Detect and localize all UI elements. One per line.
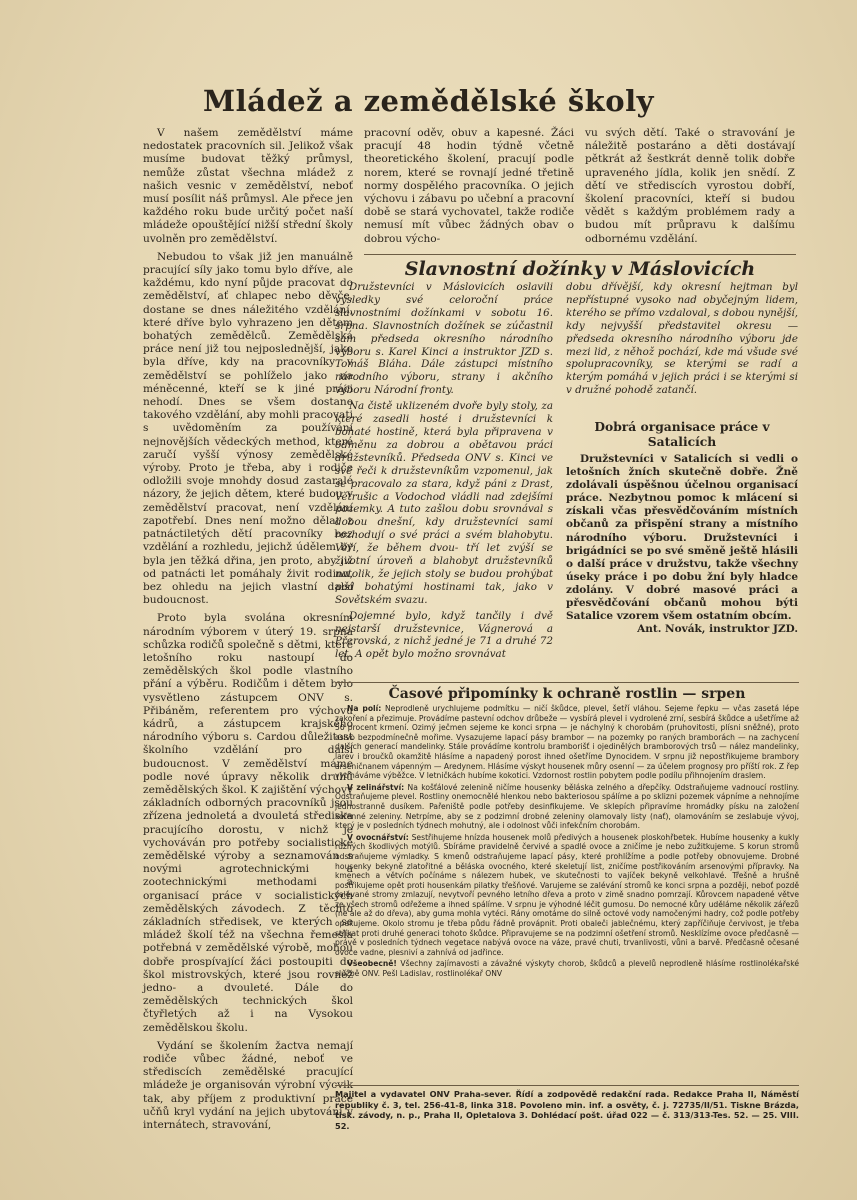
article-paragraph: Proto byla svolána okresním národním výborem v úterý 19. srpna schůzka rodičů společně s dětmi, které letošního roku nastoupí do zemědělských škol podle vlastního přání a výběru. Rodičům i dětem bylo vysvětleno zástupcem ONV s. Přibáněm, referentem pro výchovu kádrů, a zástupcem krajského národního výboru s. Cardou důležitost školního vzdělání pro další budoucnost. V zemědělství máme podle nové úpravy několik druhů zemědělských škol. K zajištění výchovy základních odborných pracovníků jsou zřízena jednoletá a dvouletá střediska pracujícího dorostu, v nichž je vychováván pro potřeby socialistické zemědělské výroby a seznamován s novými agrotechnickými a zootechnickými methodami a organisací práce v socialistických zemědělských závodech. Z těchto základních středisek, ve kterých se mládež školí též na všechna řemesla potřebná v zemědělské výrobě, mohou dobře prospívající žáci postoupiti do škol mistrovských, které jsou rovněž jedno- a dvouleté. Dále do zemědělských technických škol čtyřletých až i na Vysokou zemědělskou školu. [143, 612, 353, 1034]
organisace-signature: Ant. Novák, instruktor JZD. [637, 623, 798, 636]
organisace-title: Dobrá organisace práce v Satalicích [594, 419, 770, 449]
casove-lead: V zelinářství: [347, 782, 405, 792]
dozinky-paragraph: dobu dřívější, kdy okresní hejtman byl nepřístupné vysoko nad obyčejným lidem, kterého se přímo vzdaloval, s dobou nynější, kdy nejvyšší představitel okresu — předseda okresního národního výboru jde mezi lid, z něhož pochází, kde má všude své spolupracovníky, se kterými se radí a kterým pomáhá v jejich práci i se kterými si v družné pohodě zatančí. [566, 281, 798, 397]
casove-article [335, 704, 799, 981]
casove-lead: V ovocnářství: [347, 832, 409, 842]
article-paragraph: vu svých dětí. Také o stravování je náležitě postaráno a děti dostávají pětkrát až šestkrát denně tolik dobře upraveného jídla, kolik jen snědí. Z dětí ve střediscích vyrostou dobří, školení pracovníci, kteří si budou vědět s každým problémem rady a budou mít průpravu k dalšímu odbornému vzdělání. [585, 127, 795, 245]
article-paragraph: Nebudou to však již jen manuálně pracující síly jako tomu bylo dříve, ale každému, kdo nyní půjde pracovat do zemědělství, ať chlapec nebo děvče, dostane se dnes náležitého vzdělání, které dříve bylo vyhrazeno jen dětem bohatých zemědělců. Zemědělská práce není již tou nejposlednější, jako byla dříve, kdy na pracovníky v zemědělství se pohlíželo jako na méněcenné, kteří se k jiné práci nehodí. Dnes se všem dostane takového vzdělání, aby mohli pracovati s uvědoměním za používání nejnovějších vědeckých method, které zaručí vyšší výnosy zemědělské výroby. Proto je třeba, aby i rodiče odložili svoje mnohdy dosud zastaralé názory, že jejich dětem, které budou v zemědělství pracovat, není vzdělání zapotřebí. Dnes není možno dělat z patnáctiletých dětí pracovníky bez vzdělání a rozhledu, jejichž údělem by byla jen těžká dřina, jen proto, aby již od patnácti let pomáhaly živit rodinu, bez ohledu na jejich vlastní další budoucnost. [143, 250, 353, 607]
dozinky-column-right [566, 281, 798, 400]
article-column-2 [364, 127, 574, 251]
article-column-1 [143, 127, 353, 1137]
casove-lead: Všeobecně! [347, 959, 397, 969]
casove-text: Všechny zajímavosti a závažné výskyty chorob, škůdců a plevelů neprodleně hlásíme rostlinolékařské službě ONV. Pešl Ladislav, rostlinolékař ONV [335, 959, 799, 979]
dozinky-title: Slavnostní dožínky v Máslovicích [364, 254, 796, 280]
organisace-paragraph: Družstevníci v Satalicích si vedli o letošních žních skutečně dobře. Žně zdolávali úspěšnou účelnou organisací práce. Nezbytnou pomoc k mlácení si získali včas přesvědčováním místních občanů za přispění strany a místního národního výboru. Družstevníci i brigádníci se po své směně ještě hlásili o další práce v družstvu, takže všechny úseky práce i po dobu žní byly hladce zdolány. V dobré masové práci a přesvědčování občanů mohou býti Satalice vzorem všem ostatním obcím. [566, 453, 798, 623]
dozinky-column-left [335, 281, 553, 664]
casove-paragraph [335, 833, 799, 958]
dozinky-paragraph: Dojemné bylo, když tančily i dvě nejstarší družstevnice, Vágnerová a Přerovská, z nichž jedné je 71 a druhé 72 let. A opět bylo možno srovnávat [335, 609, 553, 661]
casove-paragraph [335, 783, 799, 831]
organisace-article [566, 453, 798, 636]
headline: Mládež a zemědělské školy [203, 84, 654, 118]
casove-text: Na košťálové zelenině ničíme housenky běláska zelného a dřepčíky. Odstraňujeme vadnoucí rostliny. Odstraňujeme plevel. Rostliny onemocnělé hlenkou nebo bakteriosou spálíme a po sklizni pozemek vápníme a nehnojíme jednostranně dusíkem. Pařeniště podle potřeby desinfikujeme. Ve sklepích připravíme hromádky písku na založení kořenné zeleniny. Netrpíme, aby se z podzimní drobné zeleniny olamovaly listy (nať), olamováním se zeslabuje vývoj, který je v posledních týdnech mohutný, ale i odolnost vůči infekčním chorobám. [335, 782, 799, 831]
dozinky-paragraph: Na čistě uklizeném dvoře byly stoly, za které zasedli hosté i družstevníci k bohaté hostině, která byla připravena v odměnu za dobrou a obětavou práci družstevníků. Předseda ONV s. Kinci ve své řeči k družstevníkům vzpomenul, jak se pracovalo za stara, když páni z Drast, Větrušic a Vodochod vládli nad zdejšími pozemky. A tuto zašlou dobu srovnával s dobou dnešní, kdy družstevníci sami rozhodují o své práci a svém blahobytu. Věří, že během dvou- tří let zvýší se životní úroveň a blahobyt družstevníků natolik, že jejich stoly se budou prohýbat pod bohatými hostinami tak, jako v Sovětském svazu. [335, 400, 553, 606]
casove-paragraph [335, 959, 799, 978]
article-column-3 [585, 127, 795, 251]
casove-lead: Na polí: [347, 704, 382, 713]
casove-title: Časové připomínky k ochraně rostlin — srpen [335, 682, 799, 702]
article-paragraph: V našem zemědělství máme nedostatek pracovních sil. Jelikož však musíme budovat těžký průmysl, nemůže zůstat všechna mládež z našich vesnic v zemědělství, neboť musí posílit náš průmysl. Ale přece jen každého roku bude určitý počet naší mládeže opouštějící nižší střední školy uvolněn pro zemědělství. [143, 127, 353, 245]
casove-paragraph [335, 704, 799, 781]
article-paragraph: pracovní oděv, obuv a kapesné. Žáci pracují 48 hodin týdně včetně theoretického školení, pracují podle norem, které se rovnají jedné třetině normy dospělého pracovníka. O jejich výchovu i zábavu po učební a pracovní době se stará vychovatel, takže rodiče nemusí mít vůbec žádných obav o dobrou výcho- [364, 127, 574, 245]
article-paragraph: Vydání se školením žactva nemají rodiče vůbec žádné, neboť ve střediscích zemědělské pracující mládeže je organisován výrobní výcvik tak, aby příjem z produktivní práce učňů kryl vydání na jejich ubytování v internátech, stravování, [143, 1039, 353, 1132]
casove-text: Neprodleně urychlujeme podmítku — ničí škůdce, plevel, šetří vláhou. Sejeme řepku — včas zasetá lépe zakoření a přezimuje. Provádíme pastevní odchov drůbeže — vysbírá plevel i vydrolené zrní, sesbírá škůdce a ušetříme až 50 procent krmení. Ozimý ječmen sejeme ke konci srpna — je náchylný k chorobám (pruhovitosti, plísni sněžné), proto osivo bezpodmínečně mořime. Vysazujeme lapací pásy brambor — na pozemky po raných bramborách — na zachycení dalších generací mandelinky. Stále provádíme kontrolu bramborišť i ojedinělých bramborových trsů — nález mandelinky, larev i broučků okamžitě hlásíme a napadený porost ihned ošetříme Dynocidem. V srpnu již nepostřikujeme brambory arseničnanem vápenným — Aredynem. Hlásíme výskyt housenek můry osenní — za účelem prognosy pro příští rok. Z řep vytrháváme výběžce. V letničkách hubíme kokotici. Vzdornost rostlin pobytem podle podílu přihnojením draslem. [335, 704, 799, 781]
casove-text: Sestřihujeme hnízda housenek molů předivých a housenek ploskohřbetek. Hubíme housenky a kukly různých škodlivých motýlů. Sbíráme pravidelně červivé a spadlé ovoce a zničíme je nebo zužitkujeme. S korun stromů odstraňujeme výmladky. S kmenů odstraňujeme lapací pásy, které prohlížíme a podle potřeby obnovujeme. Drobné housenky bekyně zlatořitné a běláska ovocného, které skeletují list, zničíme postřikováním arsenovými přípravky. Na kmenech a větvích počínáme s nálezem hubek, ve skutečnosti to vajíček bekyně velkohlavé. Třešně a hrušně postřikujeme opět proti housenkám pilatky třešňové. Varujeme se zalévání stromů ke konci srpna a později, neboť pozdě zalévané stromy zmlazují, nevytvoří pevného letního dřeva a proto v zimě snadno pomrzají. Kůrovcem napadené větve ze všech stromů odřežeme a ihned spálíme. V srpnu je výhodné léčit gumosu. Do nemocné kůry uděláme několik zářezů (ne ale až do dřeva), aby guma mohla vytéci. Rány omotáme do silně octové vody namočenými hadry, což podle potřeby opakujeme. Okolo stromu je třeba půdu řádně provápnit. Proti obaleči jablečnému, který zapříčiňuje červivost, je třeba stříkat proti druhé generaci tohoto škůdce. Připravujeme se na podzimní ošetření stromů. Nesklízíme ovoce předčasně — právě v posledních týdnech vegetace nabývá ovoce na váze, pravé chuti, trvanlivosti, vůni a barvě. Předčasně očesané ovoce vadne, plesniví a zahnívá od jadřince. [335, 832, 799, 957]
dozinky-paragraph: Družstevníci v Máslovicích oslavili výsledky své celoroční práce slavnostními dožínkami v sobotu 16. srpna. Slavnostních dožínek se zúčastnil sám předseda okresního národního výboru s. Karel Kinci a instruktor JZD s. Tomáš Bláha. Dále zástupci místního národního výboru, strany i akčního výboru Národní fronty. [335, 281, 553, 397]
imprint: Majitel a vydavatel ONV Praha-sever. Řídí a zodpovědě redakční rada. Redakce Praha II, Náměstí republiky č. 3, tel. 256-41-8, linka 318. Povoleno min. inf. a osvěty, č. j. 72735/II/51. Tiskne Brázda, tisk. závody, n. p., Praha II, Opletalova 3. Dohlédací pošt. úřad 022 — č. 313/313-Tes. 52. — 25. VIII. 52. [335, 1085, 799, 1131]
